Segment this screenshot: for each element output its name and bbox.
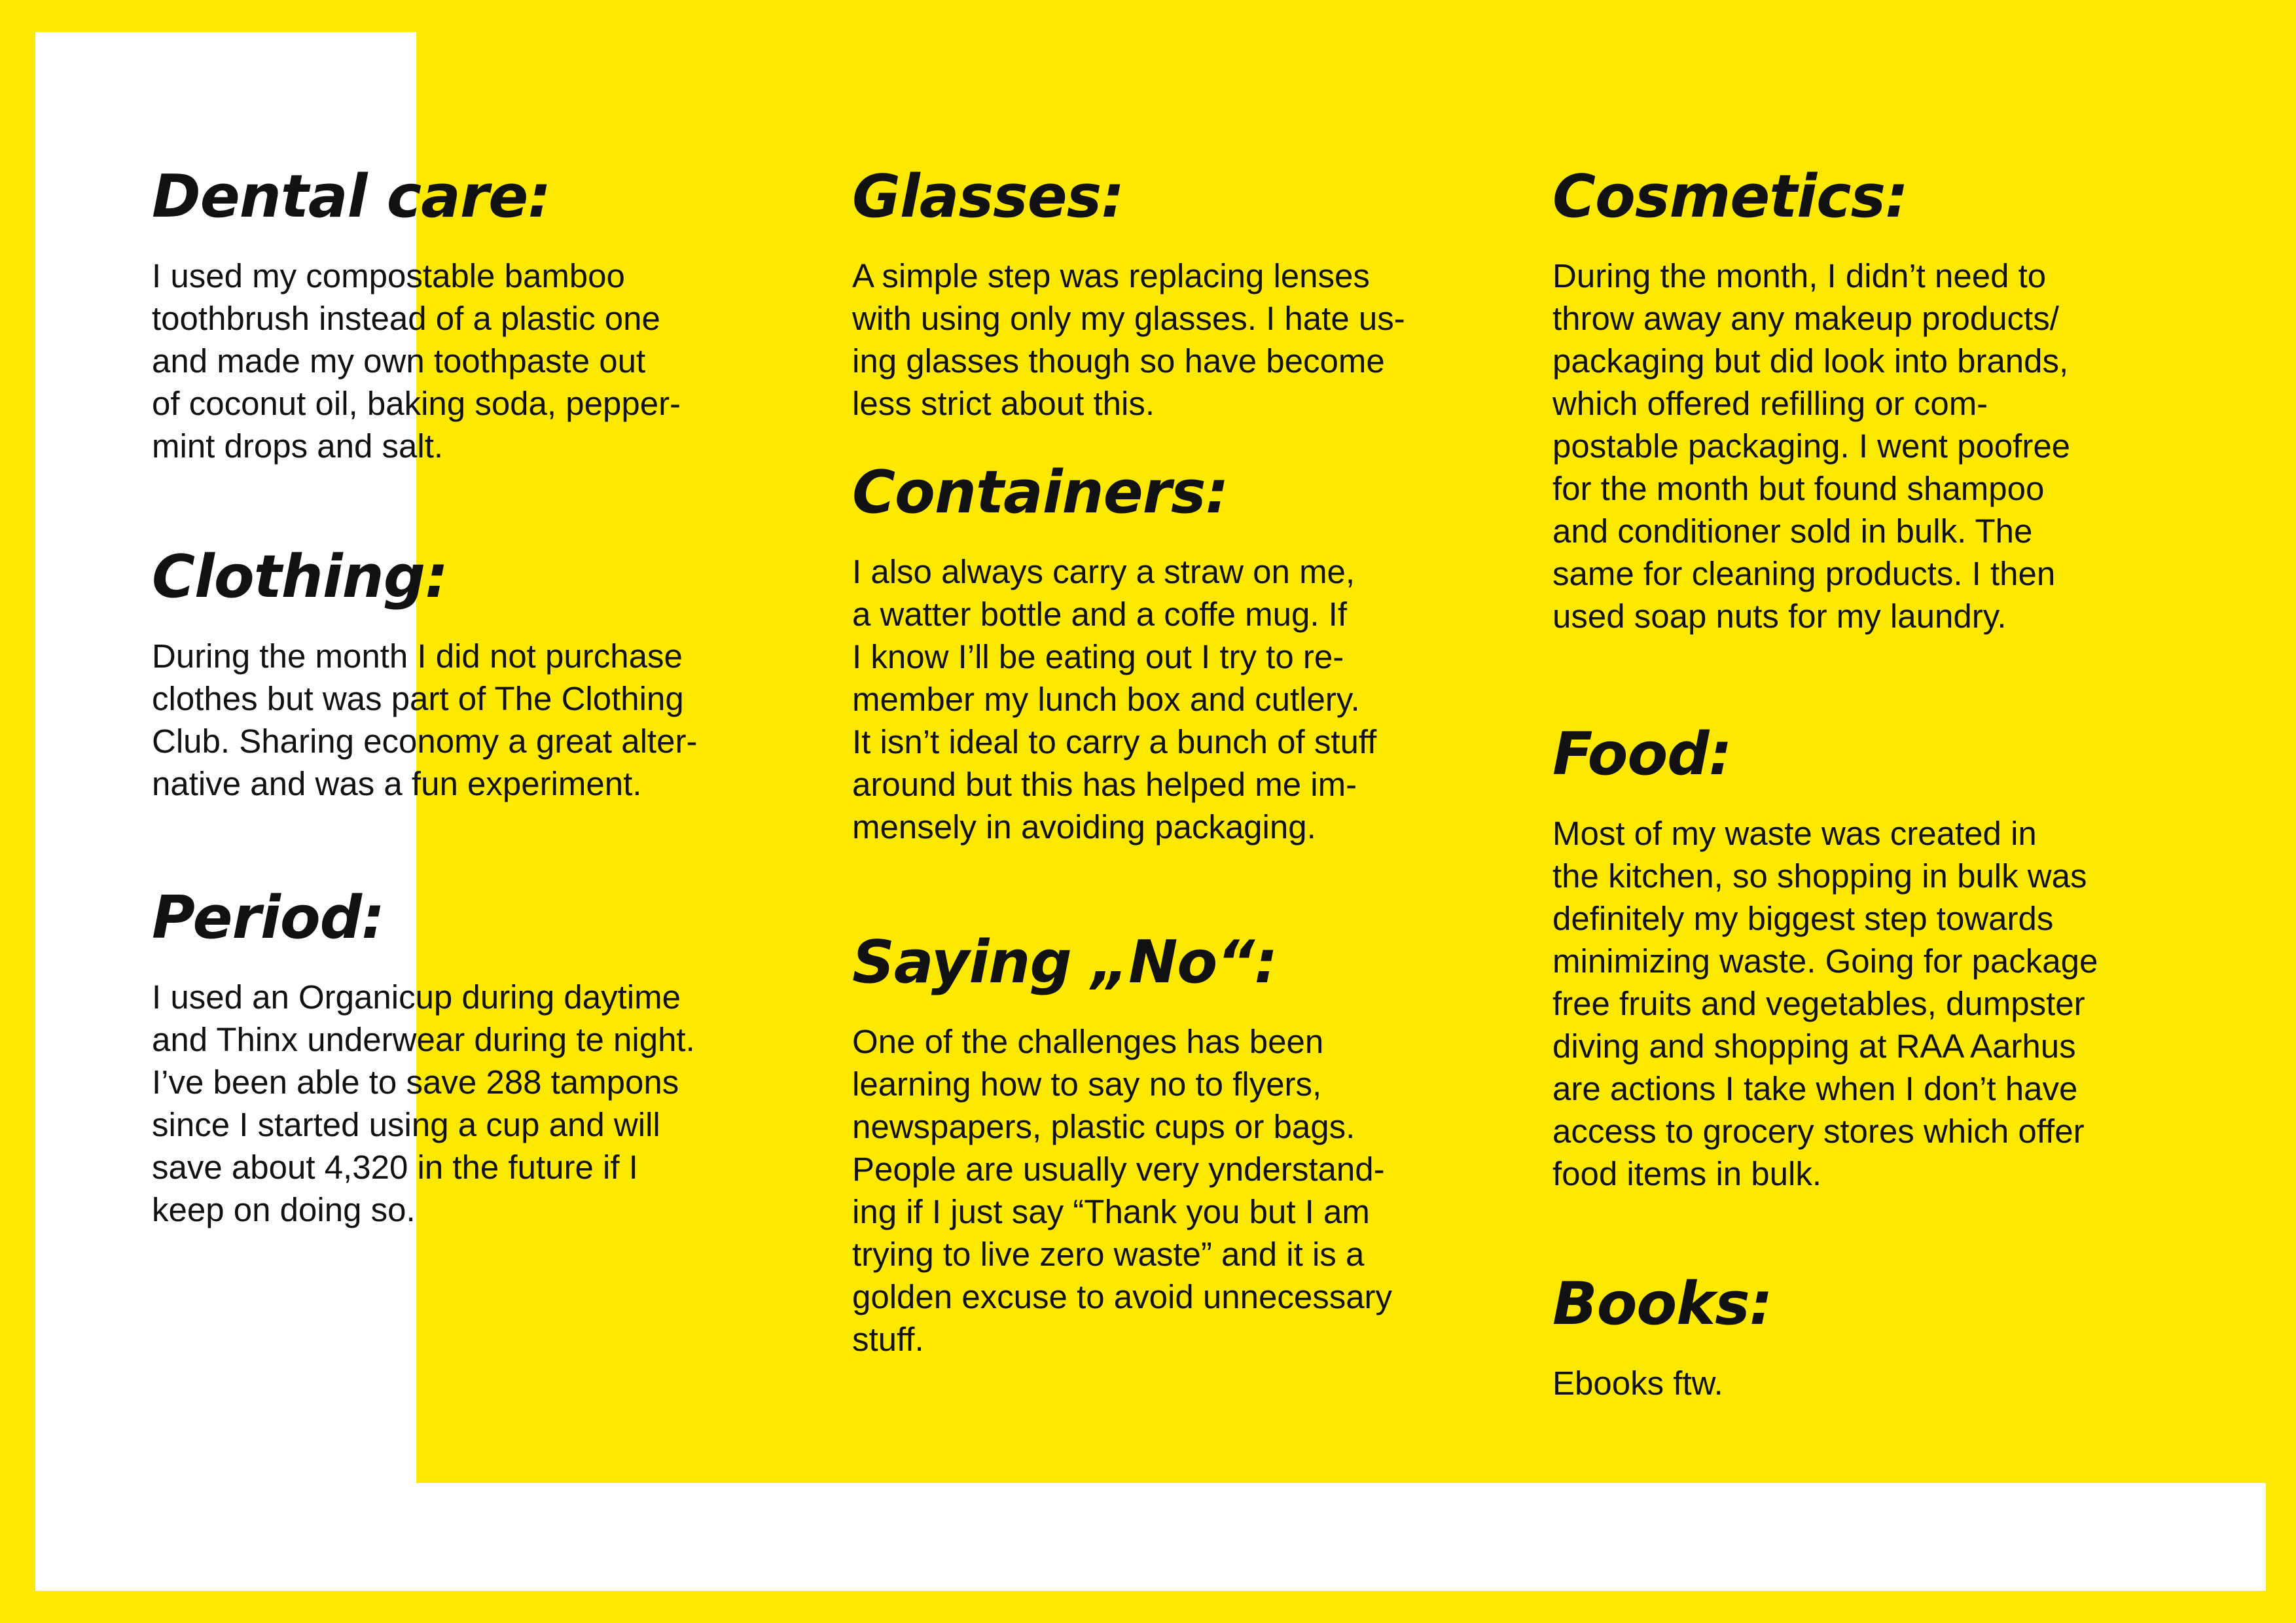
section-body-dental-care: I used my compostable bamboo toothbrush instead of a plastic one and made my own toothpaste out of coconut oil, baking soda, pepper- mint drops and salt. bbox=[152, 257, 681, 465]
section-heading-clothing: Clothing: bbox=[152, 543, 448, 611]
section-cosmetics bbox=[1552, 162, 2207, 637]
section-books bbox=[1552, 1270, 2207, 1404]
section-heading-glasses: Glasses: bbox=[852, 162, 1124, 231]
section-glasses bbox=[852, 162, 1467, 425]
section-body-books: Ebooks ftw. bbox=[1552, 1364, 1723, 1402]
section-body-glasses: A simple step was replacing lenses with using only my glasses. I hate us- ing glasses though so have become less strict about this. bbox=[852, 257, 1405, 422]
section-body-cosmetics: During the month, I didn’t need to throw away any makeup products/ packaging but did look into brands, which offered refilling or com- postable packaging. I went poofree for the month but found shampoo and conditioner sold in bulk. The same for cleaning products. I then used soap nuts for my laundry. bbox=[1552, 257, 2071, 635]
section-body-food: Most of my waste was created in the kitchen, so shopping in bulk was definitely my biggest step towards minimizing waste. Going for package free fruits and vegetables, dumpster diving and shopping at RAA Aarhus are actions I take when I don’t have access to grocery stores which offer food items in bulk. bbox=[1552, 815, 2098, 1192]
section-food bbox=[1552, 720, 2207, 1195]
section-containers bbox=[852, 458, 1467, 848]
section-heading-food: Food: bbox=[1552, 720, 1732, 789]
section-heading-cosmetics: Cosmetics: bbox=[1552, 162, 1909, 231]
section-heading-dental-care: Dental care: bbox=[152, 162, 551, 231]
section-clothing bbox=[152, 543, 767, 805]
white-panel-bottom bbox=[35, 1483, 2266, 1591]
section-body-period: I used an Organicup during daytime and Thinx underwear during te night. I’ve been able to save 288 tampons since I started using a cup and will save about 4,320 in the future if I keep on doing so. bbox=[152, 978, 695, 1228]
section-body-saying-no: One of the challenges has been learning how to say no to flyers, newspapers, plastic cups or bags. People are usually very ynderstand- ing if I just say “Thank you but I am trying to live zero waste” and it is a golden excuse to avoid unnecessary stuff. bbox=[852, 1023, 1393, 1358]
section-dental-care bbox=[152, 162, 767, 467]
section-body-containers: I also always carry a straw on me, a watter bottle and a coffe mug. If I know I’ll be eating out I try to re- member my lunch box and cutlery. It isn’t ideal to carry a bunch of stuff around but this has helped me im- mensely in avoiding packaging. bbox=[852, 553, 1377, 846]
section-heading-period: Period: bbox=[152, 883, 385, 952]
section-heading-saying-no: Saying „No“: bbox=[852, 928, 1278, 997]
section-heading-books: Books: bbox=[1552, 1270, 1772, 1338]
section-heading-containers: Containers: bbox=[852, 458, 1229, 527]
section-body-clothing: During the month I did not purchase clothes but was part of The Clothing Club. Sharing economy a great alter- native and was a fun experiment. bbox=[152, 637, 698, 802]
section-period bbox=[152, 883, 767, 1231]
section-saying-no bbox=[852, 928, 1467, 1361]
